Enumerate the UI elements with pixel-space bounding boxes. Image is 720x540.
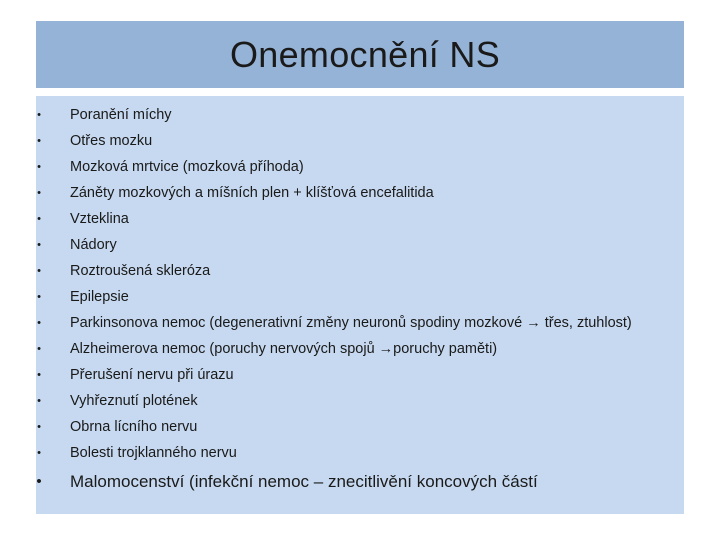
list-item <box>36 232 684 258</box>
bullet-dot-icon: • <box>37 369 41 381</box>
bullet-dot-icon: • <box>37 421 41 433</box>
list-item-text: Roztroušená skleróza <box>70 263 211 279</box>
list-item <box>36 388 684 414</box>
list-item <box>36 362 684 388</box>
title-banner <box>36 21 684 88</box>
bullet-dot-icon: • <box>37 395 41 407</box>
list-item-text: Epilepsie <box>70 289 129 305</box>
list-item <box>36 102 684 128</box>
list-item-text: Vyhřeznutí plotének <box>70 393 198 409</box>
list-item <box>36 206 684 232</box>
bullet-dot-icon: • <box>37 447 41 459</box>
list-item-text: Poranění míchy <box>70 107 172 123</box>
bullet-dot-icon: • <box>37 265 41 277</box>
list-item-text: Mozková mrtvice (mozková příhoda) <box>70 159 304 175</box>
list-item-text: Nádory <box>70 237 117 253</box>
list-item-text: Alzheimerova nemoc (poruchy nervových spojů →poruchy paměti) <box>70 341 498 357</box>
bullet-dot-icon: • <box>37 161 41 173</box>
list-item <box>36 180 684 206</box>
list-item <box>36 414 684 440</box>
list-item-text: Otřes mozku <box>70 133 153 149</box>
bullet-dot-icon: • <box>37 109 41 121</box>
bullet-dot-icon: • <box>37 291 41 303</box>
list-item <box>36 284 684 310</box>
bullet-dot-icon: • <box>37 239 41 251</box>
list-item-text: Obrna lícního nervu <box>70 419 198 435</box>
list-item <box>36 258 684 284</box>
bullet-dot-icon: • <box>37 213 41 225</box>
bullet-dot-icon: • <box>37 187 41 199</box>
slide-title: Onemocnění NS <box>229 33 501 75</box>
list-item-text: Vzteklina <box>70 211 129 227</box>
list-item <box>36 310 684 336</box>
list-item <box>36 468 684 496</box>
list-item <box>36 440 684 466</box>
list-item-text: Bolesti trojklanného nervu <box>70 445 237 461</box>
bullet-dot-icon: • <box>36 473 42 490</box>
list-item-text: Přerušení nervu při úrazu <box>70 367 234 383</box>
list-item <box>36 336 684 362</box>
list-item-text: Parkinsonova nemoc (degenerativní změny neuronů spodiny mozkové → třes, ztuhlost) <box>70 315 632 331</box>
list-item-text: Záněty mozkových a míšních plen + klíšťová encefalitida <box>70 185 434 201</box>
list-item <box>36 128 684 154</box>
content-panel <box>36 96 684 514</box>
bullet-dot-icon: • <box>37 317 41 329</box>
bullet-dot-icon: • <box>37 343 41 355</box>
bullet-list <box>36 102 684 496</box>
list-item-text: Malomocenství (infekční nemoc – znecitlivění koncových částí <box>70 472 538 491</box>
bullet-dot-icon: • <box>37 135 41 147</box>
list-item <box>36 154 684 180</box>
